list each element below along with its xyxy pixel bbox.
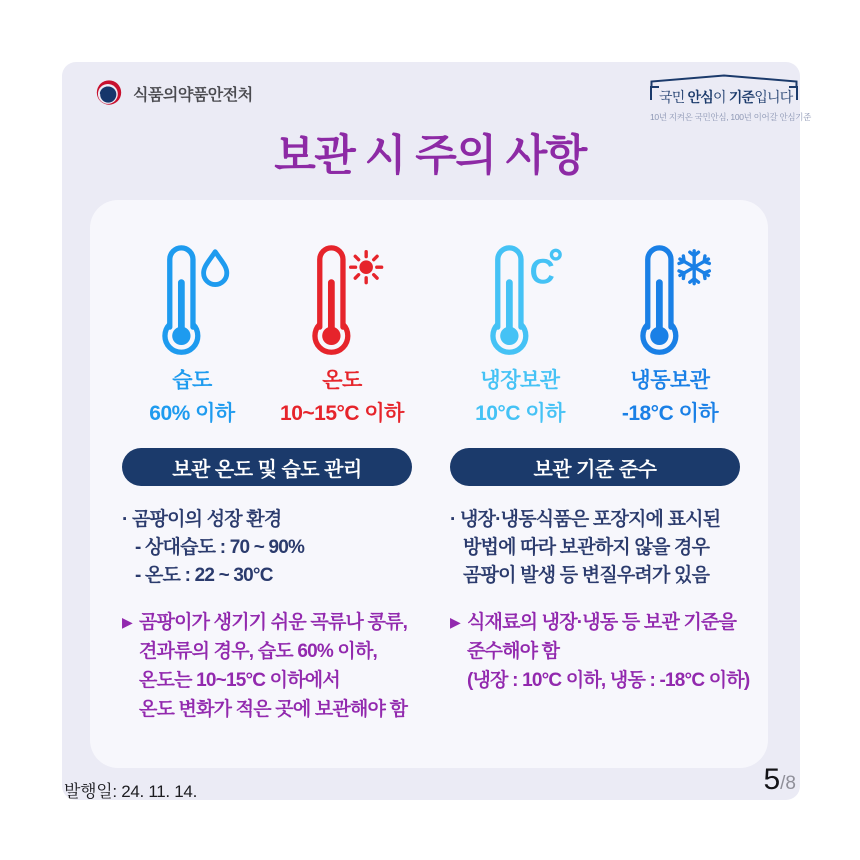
issue-date: 발행일: 24. 11. 14.	[64, 782, 197, 801]
logo-text: 식품의약품안전처	[133, 86, 253, 104]
sun-icon	[351, 252, 382, 283]
note-line: 견과류의 경우, 습도 60% 이하,	[138, 641, 378, 662]
note-block	[122, 608, 412, 724]
note-line: (냉장 : 10°C 이하, 냉동 : -18°C 이하)	[466, 670, 750, 691]
note-line: 식재료의 냉장·냉동 등 보관 기준을	[466, 612, 737, 633]
info-block	[450, 506, 740, 590]
slogan-main	[650, 86, 798, 109]
triangle-bullet-icon: ▶	[122, 614, 132, 630]
indicator-value: 10~15°C 이하	[280, 402, 404, 425]
indicator-value: 60% 이하	[149, 402, 235, 425]
indicator-row-left	[122, 244, 412, 425]
page-current: 5	[763, 763, 781, 796]
section-heading-label: 보관 기준 준수	[533, 458, 657, 481]
indicator-name: 냉장보관	[480, 369, 560, 392]
slogan-subtext: 10년 지켜온 국민안심, 100년 이어갈 안심기준	[650, 112, 812, 122]
frozen-thermometer-icon	[626, 244, 714, 360]
indicator-row-right	[450, 244, 740, 425]
info-line: · 곰팡이의 성장 환경	[122, 509, 282, 530]
note-line: 온도는 10~15°C 이하에서	[138, 670, 340, 691]
slogan-part: 이	[713, 89, 729, 105]
indicator-name: 온도	[322, 369, 362, 392]
triangle-bullet-icon: ▶	[450, 614, 460, 630]
indicator-value: -18°C 이하	[621, 402, 719, 425]
corner-bracket-left-icon	[650, 86, 659, 100]
note-block	[450, 608, 750, 695]
info-block	[122, 506, 412, 590]
indicator-refrigerated	[456, 244, 584, 425]
svg-text:C: C	[529, 252, 555, 292]
info-line: 곰팡이 발생 등 변질우려가 있음	[463, 565, 710, 586]
slogan-part: 입니다	[754, 89, 793, 105]
content-card	[90, 200, 768, 768]
page-number	[763, 763, 796, 797]
corner-bracket-right-icon	[789, 86, 798, 100]
celsius-icon	[530, 250, 560, 291]
page-title: 보관 시 주의 사항	[274, 132, 586, 180]
note-line: 준수해야 함	[466, 641, 560, 662]
slogan-part-bold: 기준	[728, 89, 755, 105]
section-heading-label: 보관 온도 및 습도 관리	[172, 458, 362, 481]
section-temp-humidity	[122, 244, 412, 724]
snowflake-icon	[678, 251, 711, 284]
indicator-value: 10°C 이하	[475, 402, 565, 425]
slogan-badge	[650, 74, 812, 123]
page-total: /8	[780, 773, 796, 794]
indicator-temperature	[278, 244, 406, 425]
droplet-icon	[204, 252, 227, 285]
indicator-frozen	[606, 244, 734, 425]
indicator-humidity	[128, 244, 256, 425]
info-line: - 온도 : 22 ~ 30°C	[135, 565, 273, 586]
indicator-name: 냉동보관	[630, 369, 710, 392]
slogan-part: 국민	[659, 89, 688, 105]
mfds-logo-icon	[94, 78, 124, 108]
info-line: · 냉장·냉동식품은 포장지에 표시된	[450, 509, 721, 530]
note-line: 온도 변화가 적은 곳에 보관해야 함	[138, 699, 408, 720]
info-line: - 상대습도 : 70 ~ 90%	[135, 537, 305, 558]
slogan-part-bold: 안심	[687, 89, 713, 105]
mfds-logo	[94, 78, 253, 108]
humidity-thermometer-icon	[148, 244, 236, 360]
section-heading-pill	[450, 448, 740, 486]
indicator-name: 습도	[172, 369, 212, 392]
section-heading-pill	[122, 448, 412, 486]
note-line: 곰팡이가 생기기 쉬운 곡류나 콩류,	[138, 612, 408, 633]
info-line: 방법에 따라 보관하지 않을 경우	[463, 537, 710, 558]
temperature-thermometer-icon	[298, 244, 386, 360]
section-storage-rules	[450, 244, 750, 724]
refrigerated-thermometer-icon	[476, 244, 564, 360]
